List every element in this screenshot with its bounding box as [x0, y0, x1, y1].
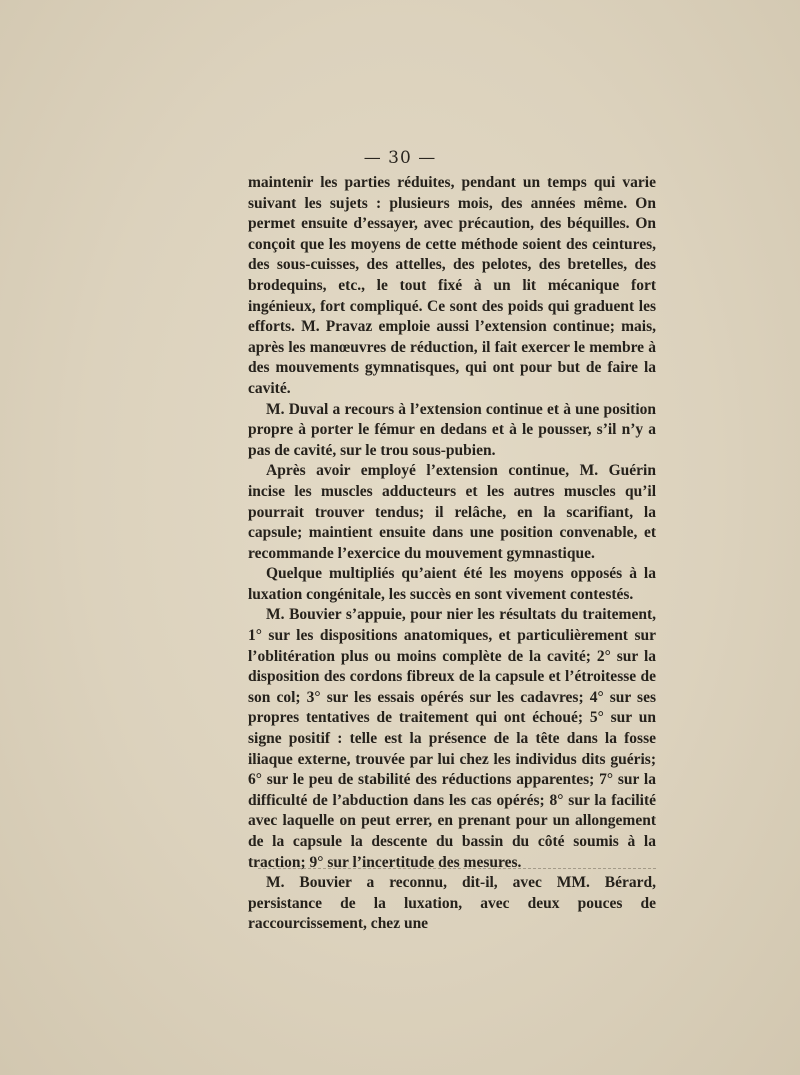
page-number: — 30 —: [363, 148, 437, 168]
paragraph-2: M. Duval a recours à l’extension continue et à une position propre à porter le fémur en dedans et à le pousser, s’il n’y a pas de cavité, sur le trou sous-pubien.: [248, 400, 656, 459]
footer-rule: [258, 868, 656, 870]
body-text: [248, 173, 656, 935]
paragraph-1: maintenir les parties réduites, pendant un temps qui varie suivant les sujets : plusieurs mois, des années même. On permet ensuite d’essayer, avec précaution, des béquilles. On conçoit que les moyens de cette méthode soient des ceintures, des sous-cuisses, des attelles, des pelotes, des bretelles, des brodequins, etc., le tout fixé à un lit mécanique fort ingénieux, fort compliqué. Ce sont des poids qui graduent les efforts. M. Pravaz emploie aussi l’extension continue; mais, après les manœuvres de réduction, il fait exercer le membre à des mouvements gymnatisques, qui ont pour but de faire la cavité.: [248, 174, 656, 397]
paragraph-5: M. Bouvier s’appuie, pour nier les résultats du traitement, 1° sur les dispositions anatomiques, et particulièrement sur l’oblitération plus ou moins complète de la cavité; 2° sur la disposition des cordons fibreux de la capsule et l’étroitesse de son col; 3° sur les essais opérés sur les cadavres; 4° sur ses propres tentatives de traitement qui ont échoué; 5° sur un signe positif : telle est la présence de la tête dans la fosse iliaque externe, trouvée par lui chez les individus dits guéris; 6° sur le peu de stabilité des réductions apparentes; 7° sur la difficulté de l’abduction dans les cas opérés; 8° sur la facilité avec laquelle on peut errer, en prenant pour un allongement de la capsule la descente du bassin du côté soumis à la traction; 9° sur l’incertitude des mesures.: [248, 606, 656, 871]
paragraph-6: M. Bouvier a reconnu, dit-il, avec MM. Bérard, persistance de la luxation, avec deux pouces de raccourcissement, chez une: [248, 874, 656, 933]
paragraph-3: Après avoir employé l’extension continue, M. Guérin incise les muscles adducteurs et les autres muscles qu’il pourrait trouver tendus; il relâche, en la scarifiant, la capsule; maintient ensuite dans une position convenable, et recommande l’exercice du mouvement gymnastique.: [248, 462, 656, 562]
paragraph-4: Quelque multipliés qu’aient été les moyens opposés à la luxation congénitale, les succès en sont vivement contestés.: [248, 565, 656, 603]
